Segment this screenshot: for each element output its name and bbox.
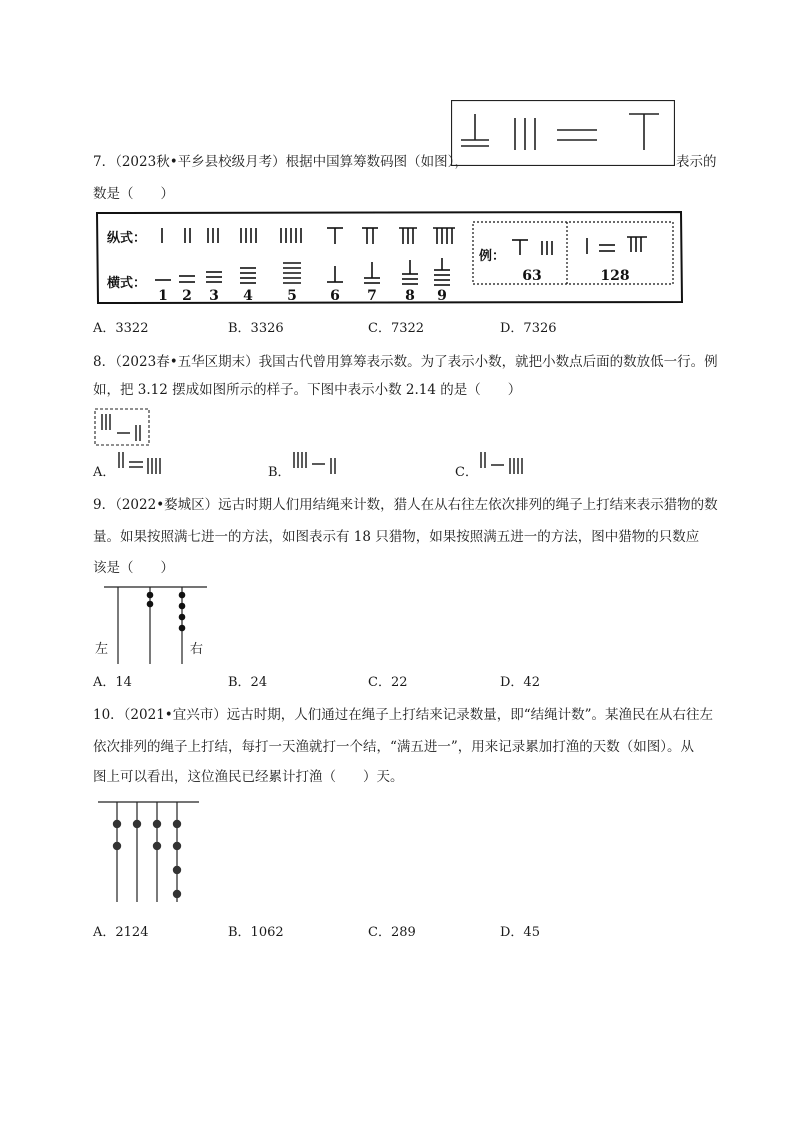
q9-right-label: 右 <box>190 642 204 657</box>
q9-line1: 9．（2022•婺城区）远古时期人们用结绳来计数，猎人在从右往左依次排列的绳子上打结来表示猎物的数 <box>93 497 718 513</box>
q7-option-c[interactable]: C．7322 <box>368 321 425 336</box>
q7-num-4: 4 <box>243 288 253 304</box>
q8-line1: 8．（2023春•五华区期末）我国古代曾用算筹表示数。为了表示小数，就把小数点后面的数放低一行。例 <box>93 354 718 370</box>
q9-option-c[interactable]: C．22 <box>368 675 408 690</box>
q8-option-c[interactable]: C． <box>455 465 478 480</box>
q7-line2: 数是（ ） <box>93 186 174 202</box>
q7-row1-label: 纵式： <box>107 231 147 246</box>
q9-line2: 量。如果按照满七进一的方法，如图表示有 18 只猎物，如果按照满五进一的方法，图中猎物的只数应 <box>93 529 700 545</box>
q8-example-figure <box>94 408 150 446</box>
q7-example-63: 63 <box>522 268 542 284</box>
q8-option-c-rods <box>477 450 533 478</box>
q8-option-a[interactable]: A． <box>93 465 116 480</box>
q10-option-c[interactable]: C．289 <box>368 925 416 940</box>
q7-num-1: 1 <box>158 288 168 304</box>
q7-num-8: 8 <box>405 288 415 304</box>
q10-line1: 10．（2021•宜兴市）远古时期，人们通过在绳子上打结来记录数量，即“结绳计数”。某渔民在从右往左 <box>93 707 714 723</box>
q7-row2-label: 横式： <box>107 276 147 291</box>
q8-option-b-rods <box>290 450 346 478</box>
q7-example-128: 128 <box>600 268 630 284</box>
q10-knot-figure <box>96 796 206 906</box>
q7-num-3: 3 <box>209 288 219 304</box>
q7-line1-prefix: 7．（2023秋•平乡县校级月考）根据中国算筹数码图（如图）， <box>93 154 468 170</box>
q8-option-b[interactable]: B． <box>268 465 291 480</box>
q10-option-d[interactable]: D．45 <box>500 925 540 940</box>
q9-line3: 该是（ ） <box>93 560 174 576</box>
q9-left-label: 左 <box>95 642 109 657</box>
q7-line1-suffix: 表示的 <box>676 154 717 170</box>
q8-line2: 如，把 3.12 摆成如图所示的样子。下图中表示小数 2.14 的是（ ） <box>93 382 522 398</box>
q7-option-d[interactable]: D．7326 <box>500 321 557 336</box>
q7-num-2: 2 <box>182 288 192 304</box>
q7-num-7: 7 <box>367 288 377 304</box>
q7-option-a[interactable]: A．3322 <box>93 321 149 336</box>
q7-example-label: 例： <box>479 249 506 264</box>
q9-option-a[interactable]: A．14 <box>93 675 132 690</box>
q9-option-d[interactable]: D．42 <box>500 675 540 690</box>
q8-option-a-rods <box>115 450 171 478</box>
q10-line2: 依次排列的绳子上打结，每打一天渔就打一个结，“满五进一”，用来记录累加打渔的天数（如图）。从 <box>93 739 695 755</box>
q9-option-b[interactable]: B．24 <box>228 675 268 690</box>
q7-num-5: 5 <box>287 288 297 304</box>
q7-num-9: 9 <box>437 288 447 304</box>
q7-num-6: 6 <box>330 288 340 304</box>
q7-rod-table <box>95 210 685 306</box>
q7-rod-figure <box>451 100 675 166</box>
q9-knot-figure <box>90 580 215 666</box>
q10-line3: 图上可以看出，这位渔民已经累计打渔（ ）天。 <box>93 769 404 785</box>
q10-option-a[interactable]: A．2124 <box>93 925 149 940</box>
q10-option-b[interactable]: B．1062 <box>228 925 284 940</box>
q7-option-b[interactable]: B．3326 <box>228 321 284 336</box>
